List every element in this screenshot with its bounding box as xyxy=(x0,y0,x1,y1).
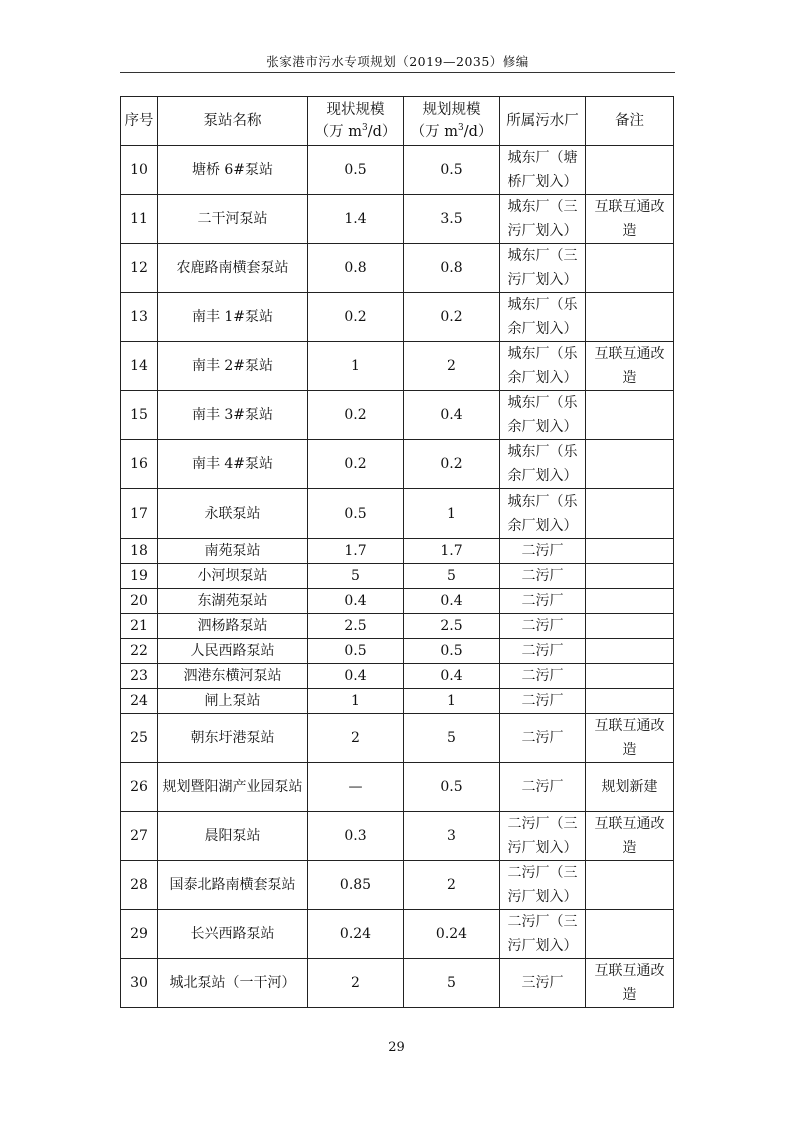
column-header-plant: 所属污水厂 xyxy=(500,97,586,146)
cell-note xyxy=(586,564,674,589)
cell-note: 规划新建 xyxy=(586,763,674,812)
table-row xyxy=(121,763,674,812)
cell-name: 南丰 4#泵站 xyxy=(158,440,308,489)
cell-plant: 二污厂（三污厂划入） xyxy=(500,812,586,861)
table-row xyxy=(121,146,674,195)
table-row xyxy=(121,861,674,910)
table-row xyxy=(121,244,674,293)
column-header-note: 备注 xyxy=(586,97,674,146)
cell-name: 南丰 1#泵站 xyxy=(158,293,308,342)
cell-no: 18 xyxy=(121,539,158,564)
cell-note xyxy=(586,146,674,195)
cell-no: 10 xyxy=(121,146,158,195)
cell-note xyxy=(586,293,674,342)
cell-current: 0.5 xyxy=(308,639,404,664)
running-header: 张家港市污水专项规划（2019—2035）修编 xyxy=(266,54,529,69)
cell-plant: 城东厂（乐余厂划入） xyxy=(500,489,586,539)
cell-current: 0.2 xyxy=(308,293,404,342)
cell-current: 2 xyxy=(308,714,404,763)
table-row xyxy=(121,489,674,539)
cell-planned: 2 xyxy=(404,861,500,910)
cell-note: 互联互通改造 xyxy=(586,342,674,391)
cell-no: 23 xyxy=(121,664,158,689)
cell-current: 0.24 xyxy=(308,910,404,959)
cell-note xyxy=(586,664,674,689)
table-row xyxy=(121,639,674,664)
cell-planned: 5 xyxy=(404,564,500,589)
cell-planned: 3 xyxy=(404,812,500,861)
cell-current: 1 xyxy=(308,342,404,391)
cell-note xyxy=(586,639,674,664)
cell-no: 30 xyxy=(121,959,158,1008)
cell-planned: 1 xyxy=(404,489,500,539)
table-row xyxy=(121,959,674,1008)
cell-current: 0.2 xyxy=(308,391,404,440)
cell-no: 28 xyxy=(121,861,158,910)
cell-plant: 城东厂（三污厂划入） xyxy=(500,195,586,244)
table-row xyxy=(121,689,674,714)
column-header-current: 现状规模 （万 $m^3/d$） xyxy=(308,97,404,146)
cell-no: 29 xyxy=(121,910,158,959)
table-row xyxy=(121,812,674,861)
cell-plant: 二污厂（三污厂划入） xyxy=(500,861,586,910)
cell-plant: 城东厂（三污厂划入） xyxy=(500,244,586,293)
cell-note: 互联互通改造 xyxy=(586,959,674,1008)
cell-note xyxy=(586,440,674,489)
cell-note: 互联互通改造 xyxy=(586,812,674,861)
cell-no: 24 xyxy=(121,689,158,714)
cell-note: 互联互通改造 xyxy=(586,195,674,244)
cell-no: 26 xyxy=(121,763,158,812)
cell-name: 晨阳泵站 xyxy=(158,812,308,861)
table-row xyxy=(121,910,674,959)
cell-plant: 二污厂 xyxy=(500,714,586,763)
cell-current: 1.4 xyxy=(308,195,404,244)
cell-plant: 城东厂（塘桥厂划入） xyxy=(500,146,586,195)
cell-plant: 二污厂（三污厂划入） xyxy=(500,910,586,959)
cell-planned: 2 xyxy=(404,342,500,391)
cell-planned: 5 xyxy=(404,714,500,763)
cell-plant: 二污厂 xyxy=(500,589,586,614)
cell-note xyxy=(586,689,674,714)
cell-current: 1 xyxy=(308,689,404,714)
cell-no: 11 xyxy=(121,195,158,244)
cell-no: 12 xyxy=(121,244,158,293)
table-row xyxy=(121,539,674,564)
cell-planned: 0.4 xyxy=(404,589,500,614)
cell-no: 20 xyxy=(121,589,158,614)
cell-name: 塘桥 6#泵站 xyxy=(158,146,308,195)
cell-planned: 0.5 xyxy=(404,639,500,664)
cell-note xyxy=(586,614,674,639)
cell-planned: 0.4 xyxy=(404,664,500,689)
cell-name: 农鹿路南横套泵站 xyxy=(158,244,308,293)
cell-note xyxy=(586,489,674,539)
cell-planned: 0.5 xyxy=(404,146,500,195)
cell-current: 0.2 xyxy=(308,440,404,489)
cell-planned: 0.8 xyxy=(404,244,500,293)
cell-name: 小河坝泵站 xyxy=(158,564,308,589)
table-row xyxy=(121,391,674,440)
cell-plant: 二污厂 xyxy=(500,639,586,664)
cell-current: 0.5 xyxy=(308,146,404,195)
cell-current: 0.5 xyxy=(308,489,404,539)
cell-no: 25 xyxy=(121,714,158,763)
pump-station-table xyxy=(120,96,674,1008)
table-row xyxy=(121,342,674,391)
cell-no: 19 xyxy=(121,564,158,589)
cell-current: 0.8 xyxy=(308,244,404,293)
table-row xyxy=(121,664,674,689)
cell-current: 5 xyxy=(308,564,404,589)
cell-planned: 0.24 xyxy=(404,910,500,959)
header-divider xyxy=(120,72,675,73)
cell-note xyxy=(586,589,674,614)
table-row xyxy=(121,614,674,639)
cell-no: 14 xyxy=(121,342,158,391)
cell-note xyxy=(586,861,674,910)
column-header-planned: 规划规模 （万 $m^3/d$） xyxy=(404,97,500,146)
cell-planned: 0.5 xyxy=(404,763,500,812)
cell-name: 东湖苑泵站 xyxy=(158,589,308,614)
cell-planned: 0.2 xyxy=(404,293,500,342)
cell-plant: 二污厂 xyxy=(500,664,586,689)
cell-plant: 城东厂（乐余厂划入） xyxy=(500,440,586,489)
cell-current: — xyxy=(308,763,404,812)
cell-plant: 二污厂 xyxy=(500,564,586,589)
cell-planned: 1.7 xyxy=(404,539,500,564)
cell-current: 0.85 xyxy=(308,861,404,910)
table-row xyxy=(121,195,674,244)
cell-planned: 5 xyxy=(404,959,500,1008)
cell-name: 闸上泵站 xyxy=(158,689,308,714)
cell-planned: 3.5 xyxy=(404,195,500,244)
cell-name: 朝东圩港泵站 xyxy=(158,714,308,763)
cell-current: 0.4 xyxy=(308,589,404,614)
cell-note xyxy=(586,391,674,440)
cell-note xyxy=(586,910,674,959)
cell-plant: 三污厂 xyxy=(500,959,586,1008)
cell-planned: 0.2 xyxy=(404,440,500,489)
cell-no: 27 xyxy=(121,812,158,861)
cell-no: 22 xyxy=(121,639,158,664)
cell-current: 2 xyxy=(308,959,404,1008)
cell-no: 15 xyxy=(121,391,158,440)
column-header-no: 序号 xyxy=(121,97,158,146)
table-row xyxy=(121,714,674,763)
cell-note xyxy=(586,244,674,293)
table-row xyxy=(121,440,674,489)
cell-no: 17 xyxy=(121,489,158,539)
cell-note: 互联互通改造 xyxy=(586,714,674,763)
cell-name: 规划暨阳湖产业园泵站 xyxy=(158,763,308,812)
cell-name: 南苑泵站 xyxy=(158,539,308,564)
cell-name: 长兴西路泵站 xyxy=(158,910,308,959)
table-row xyxy=(121,589,674,614)
cell-plant: 二污厂 xyxy=(500,539,586,564)
cell-plant: 城东厂（乐余厂划入） xyxy=(500,342,586,391)
cell-name: 城北泵站（一干河） xyxy=(158,959,308,1008)
cell-planned: 2.5 xyxy=(404,614,500,639)
table-header-row xyxy=(121,97,674,146)
table-row xyxy=(121,564,674,589)
cell-plant: 二污厂 xyxy=(500,763,586,812)
cell-name: 永联泵站 xyxy=(158,489,308,539)
cell-plant: 城东厂（乐余厂划入） xyxy=(500,293,586,342)
page-number: 29 xyxy=(388,1040,405,1055)
cell-note xyxy=(586,539,674,564)
cell-name: 国泰北路南横套泵站 xyxy=(158,861,308,910)
cell-current: 2.5 xyxy=(308,614,404,639)
cell-name: 泗杨路泵站 xyxy=(158,614,308,639)
cell-no: 13 xyxy=(121,293,158,342)
cell-plant: 二污厂 xyxy=(500,689,586,714)
cell-plant: 城东厂（乐余厂划入） xyxy=(500,391,586,440)
cell-planned: 0.4 xyxy=(404,391,500,440)
cell-name: 南丰 2#泵站 xyxy=(158,342,308,391)
cell-name: 泗港东横河泵站 xyxy=(158,664,308,689)
cell-planned: 1 xyxy=(404,689,500,714)
cell-current: 0.4 xyxy=(308,664,404,689)
cell-current: 0.3 xyxy=(308,812,404,861)
cell-name: 南丰 3#泵站 xyxy=(158,391,308,440)
cell-plant: 二污厂 xyxy=(500,614,586,639)
cell-no: 21 xyxy=(121,614,158,639)
column-header-name: 泵站名称 xyxy=(158,97,308,146)
table-row xyxy=(121,293,674,342)
cell-name: 人民西路泵站 xyxy=(158,639,308,664)
cell-current: 1.7 xyxy=(308,539,404,564)
cell-name: 二干河泵站 xyxy=(158,195,308,244)
cell-no: 16 xyxy=(121,440,158,489)
